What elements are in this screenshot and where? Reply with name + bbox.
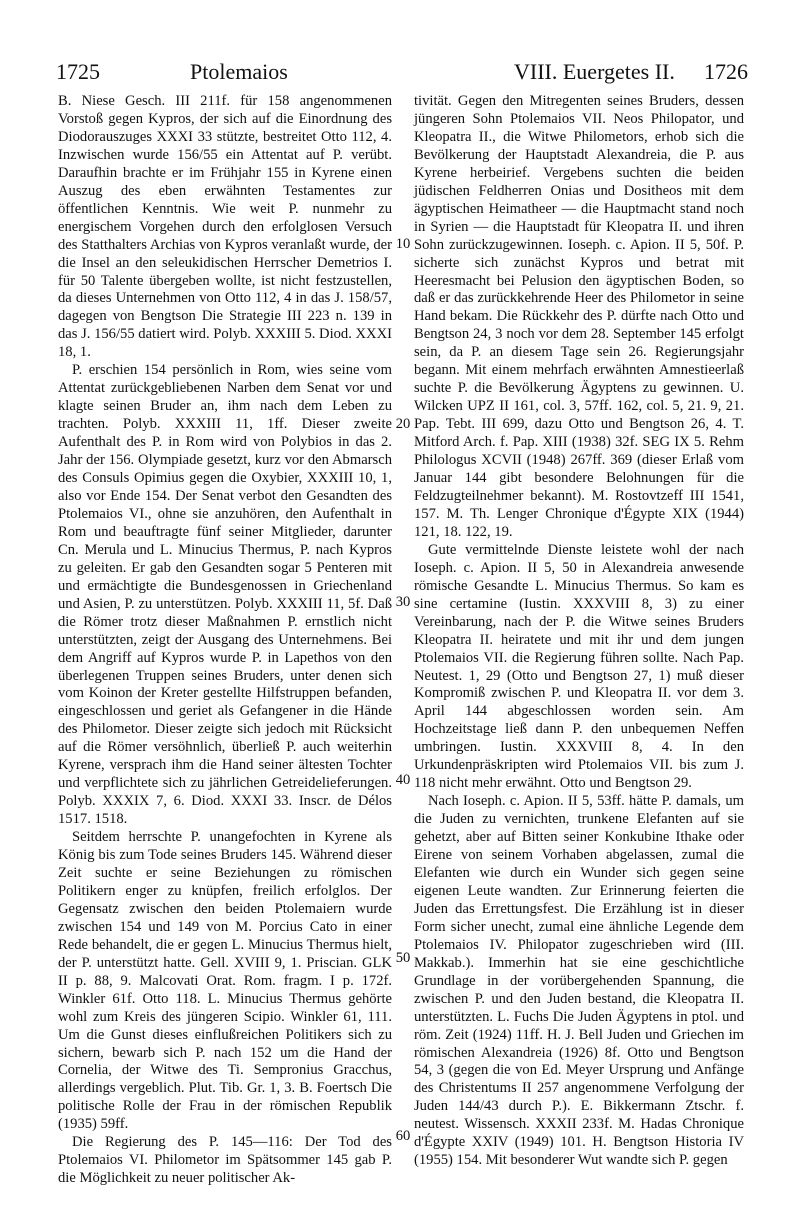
line-number: 10 [395,236,411,252]
line-number: 20 [395,416,411,432]
paragraph: Seitdem herrschte P. unangefochten in Kyrene als König bis zum Tode seines Bruders 145. Während dieser Zeit suchte er seine Beziehungen zu römischen Politikern enger zu knüpfen, freilich erfolglos. Der Gegensatz zwischen den beiden Ptolemaiern wurde zwischen 154 und 149 von M. Porcius Cato in einer Rede behandelt, die er gegen L. Minucius Thermus hielt, der P. unterstützt hatte. Gell. XVIII 9, 1. Priscian. GLK II p. 88, 9. Malcovati Orat. Rom. fragm. I p. 172f. Winkler 61f. Otto 118. L. Minucius Thermus gehörte wohl zum Kreis des jüngeren Scipio. Winkler 61, 111. Um die Gunst dieses einflußreichen Politikers sich zu sichern, bewarb sich P. nach 152 um die Hand der Cornelia, der Witwe des Ti. Sempronius Gracchus, allerdings vergeblich. Plut. Tib. Gr. 1, 3. B. Foertsch Die politische Rolle der Frau in der römischen Republik (1935) 59ff. [58,829,392,1133]
line-number: 30 [395,594,411,610]
paragraph: Die Regierung des P. 145—116: Der Tod des Ptolemaios VI. Philometor im Spätsommer 145 gab P. die Möglichkeit zu neuer politischer Ak- [58,1134,392,1187]
running-title-left: Ptolemaios [190,59,288,84]
paragraph: P. erschien 154 persönlich in Rom, wies seine vom Attentat zurückgebliebenen Narben dem Senat vor und klagte seinen Bruder an, ihm nach dem Leben zu trachten. Polyb. XXXIII 11, 1ff. Dieser zweite Aufenthalt des P. in Rom wird von Polybios in das 2. Jahr der 156. Olympiade gesetzt, kurz vor den Abmarsch des Consuls Opimius gegen die Oxybier, XXXIII 10, 1, also vor Ende 154. Der Senat verbot den Gesandten des Ptolemaios VI., ohne sie anzuhören, den Aufenthalt in Rom und beauftragte fünf seiner Mitglieder, darunter Cn. Merula und L. Minucius Thermus, P. nach Kypros zu geleiten. Er gab den Gesandten sogar 5 Penteren mit und ermächtigte die Bundesgenossen in Griechenland und Asien, P. zu unterstützen. Polyb. XXXIII 11, 5f. Daß die Römer trotz dieser Maßnahmen P. ernstlich nicht unterstützten, zeigt der Ausgang des Unternehmens. Bei dem Angriff auf Kypros wurde P. in Lapethos von den überlegenen Truppen seines Bruders, unter denen sich vom Koinon der Kreter gestellte Hilfstruppen befanden, eingeschlossen und geriet als Gefangener in die Hände des Philometor. Dieser zeigte sich jedoch mit Rücksicht auf die Römer versöhnlich, überließ P. auch weiterhin Kyrene, versprach ihm die Hand seiner ältesten Tochter und verpflichtete sich zu jährlichen Getreidelieferungen. Polyb. XXXIX 7, 6. Diod. XXXI 33. Inscr. de Délos 1517. 1518. [58,362,392,828]
paragraph: tivität. Gegen den Mitregenten seines Bruders, dessen jüngeren Sohn Ptolemaios VII. Neos Philopator, und Kleopatra II., die Witwe Philometors, erhob sich die Bevölkerung der Hauptstadt Alexandreia, die P. aus Kyrene herbeirief. Vergebens suchten die beiden jüdischen Feldherren Onias und Dositheos mit dem ägyptischen Heimatheer — die Hauptmacht stand noch in Syrien — die Hauptstadt für Kleopatra II. und ihren Sohn zurückzugewinnen. Ioseph. c. Apion. II 5, 50f. P. sicherte sich zunächst Kypros und betrat mit Heeresmacht bei Pelusion den ägyptischen Boden, so daß er das zurückkehrende Heer des Philometor in seine Hand bekam. Die Rückkehr des P. dürfte nach Otto und Bengtson 24, 3 noch vor dem 28. September 145 erfolgt sein, da P. an diesem Tage sein 26. Regierungsjahr begann. Mit einem mehrfach erwähnten Amnestieerlaß suchte P. die Bevölkerung Ägyptens zu gewinnen. U. Wilcken UPZ II 161, col. 3, 57ff. 162, col. 5, 21. 9, 21. Pap. Tebt. III 699, dazu Otto und Bengtson 26, 4. T. Mitford Arch. f. Pap. XIII (1938) 32f. SEG IX 5. Rehm Philologus XCVII (1948) 267ff. 369 (dieser Erlaß vom Januar 144 gibt besondere Belohnungen für die Feldzugteilnehmer bekannt). M. Rostovtzeff III 1541, 157. M. Th. Lenger Chronique d'Égypte XIX (1944) 121, 18. 122, 19. [414,93,744,540]
paragraph: Nach Ioseph. c. Apion. II 5, 53ff. hätte P. damals, um die Juden zu vernichten, trunkene Elefanten auf sie gehetzt, aber auf Bitten seiner Konkubine Ithake oder Eirene von seinem Vorhaben abgelassen, zumal die Elefanten wie durch ein Wunder sich gegen seine eigenen Leute wandten. Zur Erinnerung feierten die Juden das Errettungsfest. Die Erzählung ist in dieser Form sicher unecht, zumal eine ähnliche Legende dem Ptolemaios IV. Philopator zugeschrieben wird (III. Makkab.). Immerhin hat sie eine geschichtliche Grundlage in der vorübergehenden Spannung, die zwischen P. und den Juden bestand, die Kleopatra II. unterstützten. L. Fuchs Die Juden Ägyptens in ptol. und röm. Zeit (1924) 11ff. H. J. Bell Juden und Griechen im römischen Alexandreia (1926) 8f. Otto und Bengtson 54, 3 (gegen die von Ed. Meyer Ursprung und Anfänge des Christentums II 257 angenommene Verfolgung der Juden 144/43 durch P.). E. Bikkermann Ztschr. f. neutest. Wissensch. XXXII 233f. M. Hadas Chronique d'Égypte XXIV (1949) 101. H. Bengtson Historia IV (1955) 154. Mit besonderer Wut wandte sich P. gegen [414,793,744,1169]
left-column [58,93,392,1188]
paragraph: B. Niese Gesch. III 211f. für 158 angenommenen Vorstoß gegen Kypros, der sich auf die Einordnung des Diodorauszuges XXXI 33 stützte, bestreitet Otto 112, 4. Inzwischen wurde 156/55 ein Attentat auf P. verübt. Daraufhin brachte er im Frühjahr 155 in Kyrene einen Auszug des eben erwähnten Testamentes zur öffentlichen Kenntnis. Wie weit P. nunmehr zu energischem Vorgehen durch den erfolglosen Versuch des Statthalters Archias von Kypros veranlaßt wurde, der die Insel an den seleukidischen Herrscher Demetrios I. für 50 Talente übergeben wollte, ist nicht festzustellen, da dieses Unternehmen von Otto 112, 4 in das J. 158/57, dagegen von Bengtson Die Strategie III 223 n. 139 in das J. 156/55 datiert wird. Polyb. XXXIII 5. Diod. XXXI 18, 1. [58,93,392,361]
running-title-right: VIII. Euergetes II. [514,59,675,84]
line-number: 60 [395,1128,411,1144]
right-column [414,93,744,1170]
page-number-right: 1726 [704,59,748,84]
line-number: 40 [395,772,411,788]
paragraph: Gute vermittelnde Dienste leistete wohl der nach Ioseph. c. Apion. II 5, 50 in Alexandreia anwesende römische Gesandte L. Minucius Thermus. So kam es sine certamine (Iustin. XXXVIII 8, 3) zu einer Vereinbarung, nach der P. die Witwe seines Bruders Kleopatra II. heiratete und mit ihr und dem jungen Ptolemaios VII. die Regierung führen sollte. Nach Pap. Neutest. 1, 29 (Otto und Bengtson 27, 1) muß dieser Kompromiß zwischen P. und Kleopatra II. vor dem 3. April 144 abgeschlossen worden sein. Am Hochzeitstage ließ dann P. den unbequemen Neffen umbringen. Iustin. XXXVIII 8, 4. In den Urkundenpräskripten wird Ptolemaios VII. bis zum J. 118 nicht mehr erwähnt. Otto und Bengtson 29. [414,541,744,792]
line-number: 50 [395,950,411,966]
running-header [56,58,748,86]
page-number-left: 1725 [56,59,100,84]
